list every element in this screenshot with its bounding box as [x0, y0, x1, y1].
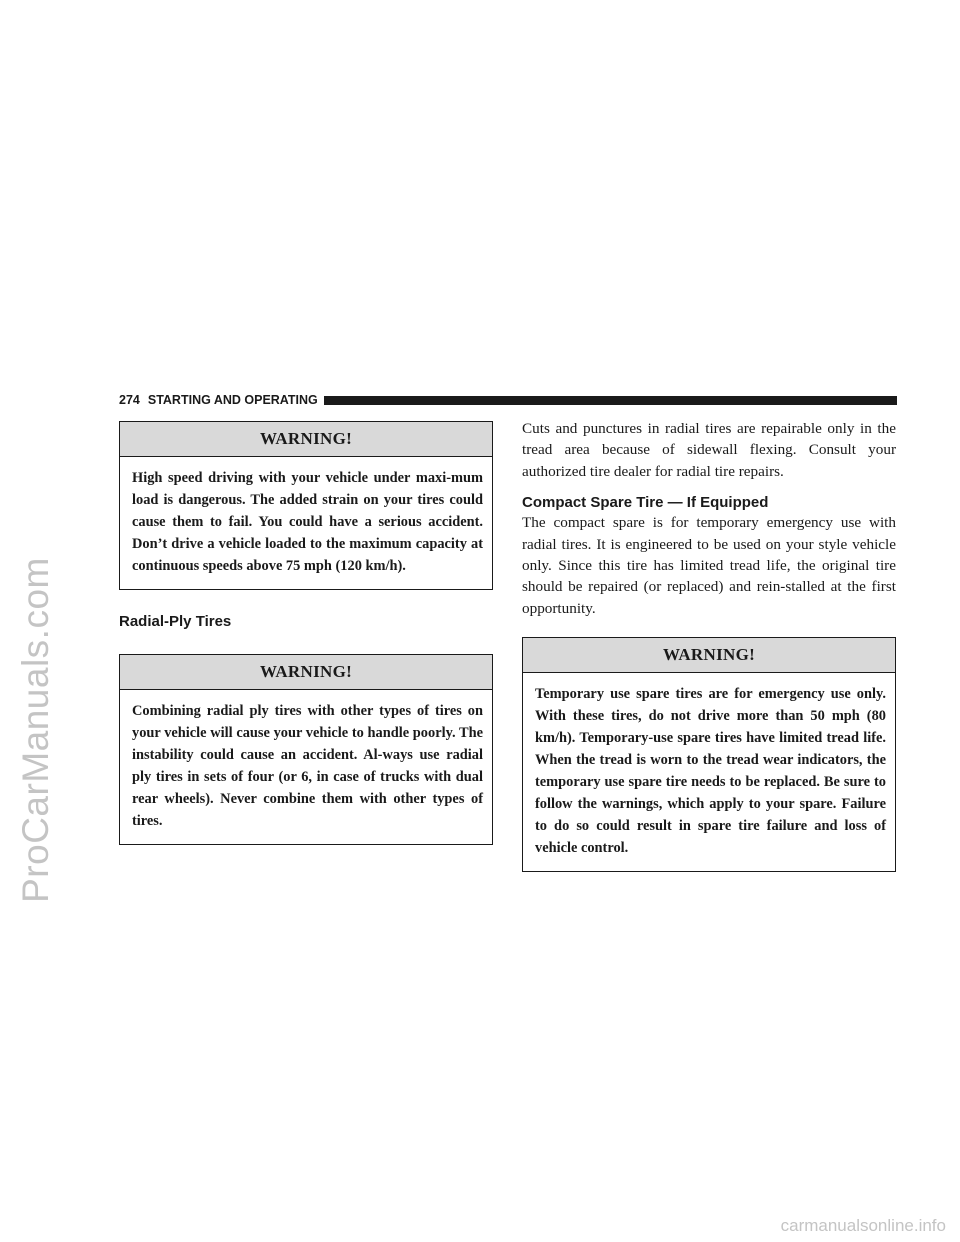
warning-text: High speed driving with your vehicle under maxi-mum load is dangerous. The added strain on your tires could cause them to fail. You could have a serious accident. Don’t drive a vehicle loaded to the maximum capacity at continuous speeds above 75 mph (120 km/h). [132, 470, 483, 574]
side-watermark [6, 430, 66, 1030]
page-header [119, 390, 897, 410]
section-heading-compact-spare: Compact Spare Tire — If Equipped [522, 494, 769, 512]
warning-title: WARNING! [120, 422, 492, 457]
paragraph-radial-repairs: Cuts and punctures in radial tires are repairable only in the tread area because of sidewall flexing. Consult your authorized tire dealer for radial tire repairs. [522, 420, 896, 480]
left-column [119, 421, 493, 845]
warning-text: Temporary use spare tires are for emergency use only. With these tires, do not drive more than 50 mph (80 km/h). Temporary-use spare tires have limited tread life. When the tread is worn to the tread wear indicators, the temporary use spare tire needs to be replaced. Be sure to follow the warnings, which apply to your spare. Failure to do so could result in spare tire failure and loss of vehicle control. [535, 686, 886, 857]
right-column [522, 421, 896, 872]
warning-text: Combining radial ply tires with other types of tires on your vehicle will cause your vehicle to handle poorly. The instability could cause an accident. Al-ways use radial ply tires in sets of four (or 6, in case of trucks with dual rear wheels). Never combine them with other types of tires. [132, 703, 483, 829]
section-heading-radial-ply: Radial-Ply Tires [119, 613, 232, 630]
side-watermark-text: ProCarManuals.com [15, 557, 56, 903]
section-title: STARTING AND OPERATING [147, 393, 318, 407]
header-rule [324, 396, 897, 405]
bottom-watermark: carmanualsonline.info [780, 1216, 946, 1235]
warning-box-high-speed [119, 421, 493, 590]
warning-title: WARNING! [120, 655, 492, 690]
paragraph-compact-spare: The compact spare is for temporary emergency use with radial tires. It is engineered to be used on your style vehicle only. Since this tire has limited tread life, the original tire should be repaired (or replaced) and rein-stalled at the first opportunity. [522, 514, 896, 617]
warning-box-radial-ply [119, 654, 493, 845]
page-number: 274 [119, 393, 140, 407]
warning-box-temporary-spare [522, 637, 896, 872]
warning-title: WARNING! [523, 638, 895, 673]
